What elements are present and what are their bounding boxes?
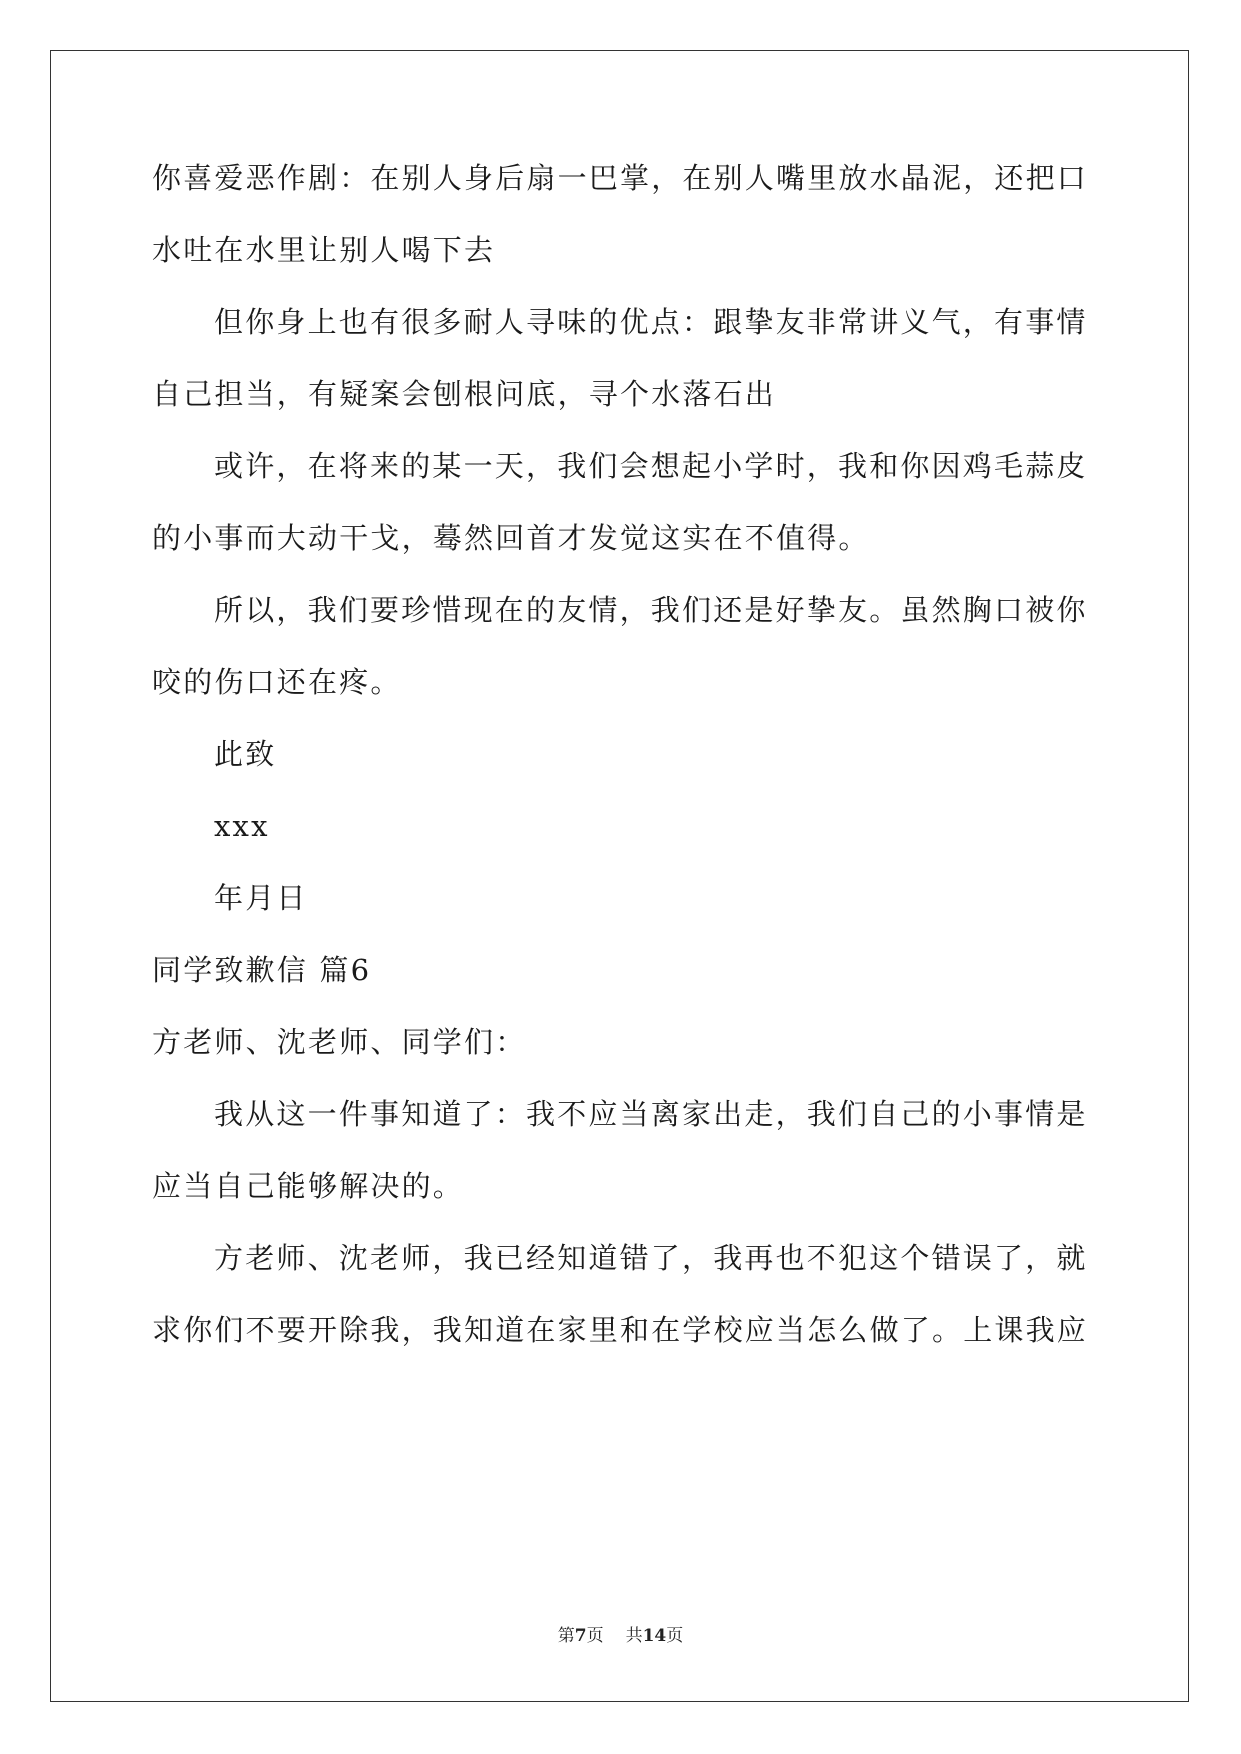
text-line: 的小事而大动干戈，蓦然回首才发觉这实在不值得。 [152, 521, 870, 555]
date-line: 年月日 [214, 881, 308, 915]
text-line: 自己担当，有疑案会刨根问底，寻个水落石出 [152, 377, 777, 411]
text-line: 水吐在水里让别人喝下去 [152, 233, 496, 267]
page-footer [0, 1625, 1241, 1647]
page-prefix: 第 [557, 1626, 575, 1646]
text-line: 咬的伤口还在疼。 [152, 665, 402, 699]
paragraph-start: 方老师、沈老师，我已经知道错了，我再也不犯这个错误了，就 [214, 1241, 1088, 1275]
page-border [50, 50, 1189, 1702]
paragraph-start: 或许，在将来的某一天，我们会想起小学时，我和你因鸡毛蒜皮 [214, 449, 1088, 483]
text-line: 求你们不要开除我，我知道在家里和在学校应当怎么做了。上课我应 [152, 1313, 1089, 1347]
text-line: 应当自己能够解决的。 [152, 1169, 465, 1203]
total-prefix: 共 [625, 1626, 643, 1646]
page-suffix: 页 [586, 1626, 604, 1646]
current-page-number: 7 [574, 1626, 587, 1646]
total-suffix: 页 [666, 1626, 684, 1646]
signature: xxx [214, 809, 270, 843]
paragraph-start: 我从这一件事知道了：我不应当离家出走，我们自己的小事情是 [214, 1097, 1088, 1131]
text-line: 你喜爱恶作剧：在别人身后扇一巴掌，在别人嘴里放水晶泥，还把口 [152, 161, 1089, 195]
section-heading: 同学致歉信 篇6 [152, 953, 372, 987]
closing-salutation: 此致 [214, 737, 277, 771]
paragraph-start: 但你身上也有很多耐人寻味的优点：跟挚友非常讲义气，有事情 [214, 305, 1088, 339]
paragraph-start: 所以，我们要珍惜现在的友情，我们还是好挚友。虽然胸口被你 [214, 593, 1088, 627]
total-page-count: 14 [642, 1626, 667, 1646]
greeting: 方老师、沈老师、同学们： [152, 1025, 527, 1059]
